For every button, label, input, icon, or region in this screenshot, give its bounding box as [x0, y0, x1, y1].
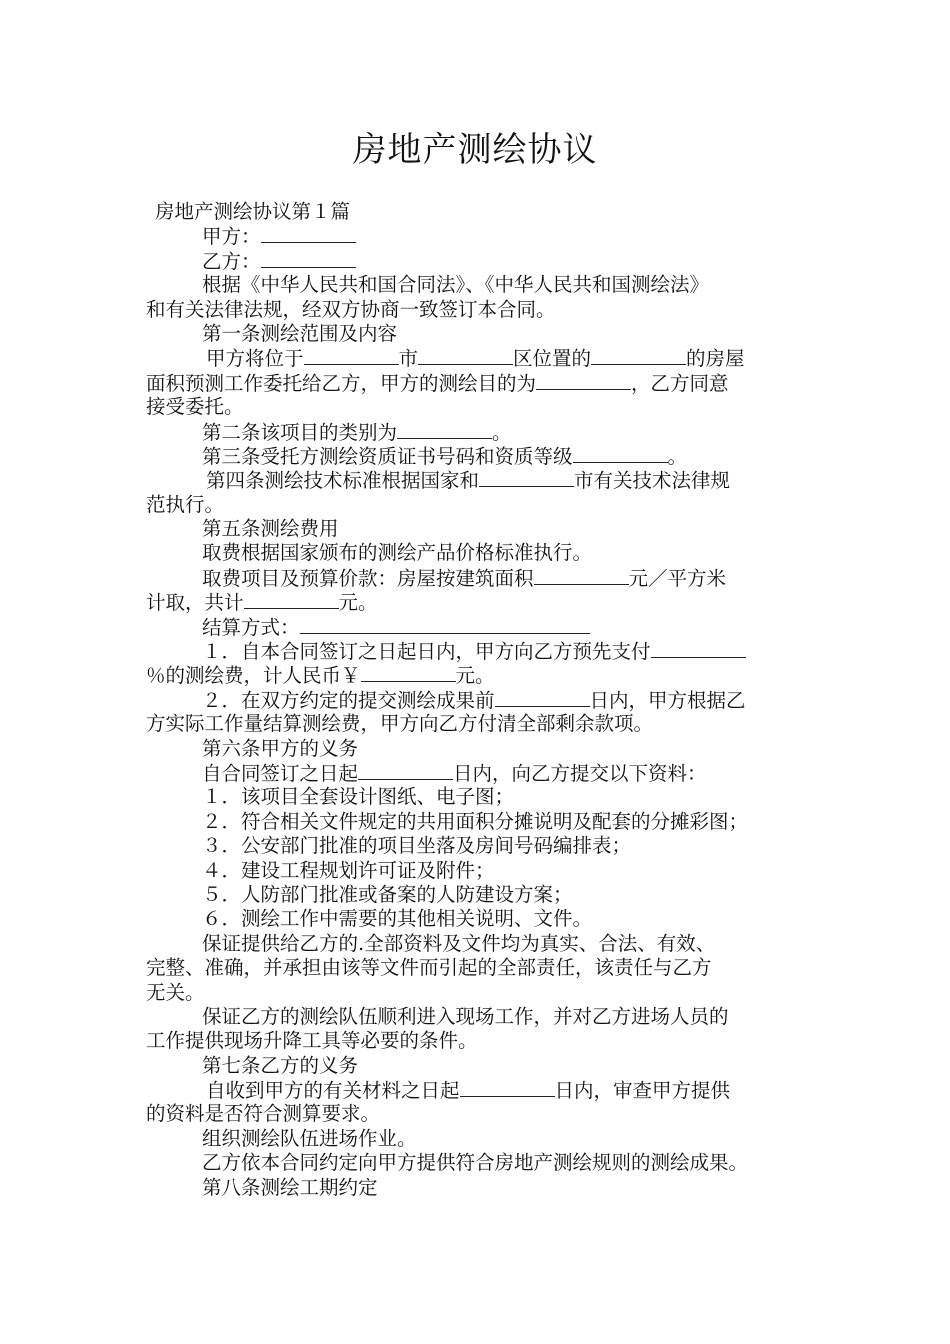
text-segment: 市有关技术法律规 — [574, 469, 731, 493]
text-segment: 第五条测绘费用 — [202, 517, 339, 541]
fill-in-blank — [358, 761, 453, 780]
text-line — [146, 493, 816, 517]
fill-in-blank — [495, 688, 590, 707]
text-segment: 面积预测工作委托给乙方，甲方的测绘目的为 — [146, 371, 537, 395]
text-segment: 取费根据国家颁布的测绘产品价格标准执行。 — [202, 541, 593, 565]
text-segment: 第八条测绘工期约定 — [202, 1175, 378, 1199]
text-segment: 元。 — [455, 664, 495, 688]
document-body — [146, 200, 816, 1200]
fill-in-blank — [460, 1078, 555, 1097]
text-line — [146, 1176, 816, 1200]
fill-in-blank — [361, 663, 456, 682]
text-line — [146, 249, 816, 273]
text-segment: 和有关法律法规，经双方协商一致签订本合同。 — [146, 297, 556, 321]
fill-in-blank — [261, 249, 356, 268]
text-line — [146, 956, 816, 980]
text-line — [146, 517, 816, 541]
text-segment: 第一条测绘范围及内容 — [202, 321, 398, 345]
text-segment: 日内，甲方根据乙 — [589, 688, 746, 712]
text-line — [146, 712, 816, 736]
text-segment: 乙方： — [202, 249, 261, 273]
text-line — [146, 737, 816, 761]
fill-in-blank — [261, 224, 356, 243]
text-line — [146, 639, 816, 663]
text-segment: 保证提供给乙方的.全部资料及文件均为真实、合法、有效、 — [202, 931, 716, 955]
text-line — [146, 322, 816, 346]
text-line — [146, 395, 816, 419]
text-segment: 接受委托。 — [146, 395, 244, 419]
text-line — [146, 981, 816, 1005]
text-line — [146, 663, 816, 687]
text-line — [146, 1005, 816, 1029]
text-segment: 第六条甲方的义务 — [202, 736, 359, 760]
text-segment: 日内，审查甲方提供 — [554, 1079, 731, 1103]
text-segment: ４．建设工程规划许可证及附件； — [202, 858, 495, 882]
text-segment: 区位置的 — [513, 347, 592, 371]
text-segment: ％的测绘费，计人民币￥ — [146, 664, 361, 688]
text-segment: ３．公安部门批准的项目坐落及房间号码编排表； — [202, 834, 632, 858]
text-segment: 第三条受托方测绘资质证书号码和资质等级 — [202, 444, 573, 468]
text-segment: ６．测绘工作中需要的其他相关说明、文件。 — [202, 907, 593, 931]
text-segment: 结算方式： — [202, 615, 300, 639]
fill-in-blank — [479, 468, 574, 487]
text-segment: 保证乙方的测绘队伍顺利进入现场工作，并对乙方进场人员的 — [202, 1004, 729, 1028]
text-line — [146, 883, 816, 907]
text-line — [146, 1029, 816, 1053]
text-segment: ５．人防部门批准或备案的人防建设方案； — [202, 882, 573, 906]
text-line — [146, 907, 816, 931]
text-line — [146, 346, 816, 370]
text-line — [146, 444, 816, 468]
text-segment: 第四条测绘技术标准根据国家和 — [206, 469, 480, 493]
text-line — [146, 224, 816, 248]
text-segment: 第七条乙方的义务 — [202, 1053, 359, 1077]
fill-in-blank — [573, 444, 668, 463]
text-line — [146, 615, 816, 639]
text-segment: 市 — [398, 347, 419, 371]
text-line — [146, 1151, 816, 1175]
text-line — [146, 420, 816, 444]
fill-in-blank — [418, 346, 513, 365]
text-segment: ２．在双方约定的提交测绘成果前 — [202, 688, 495, 712]
fill-in-blank — [534, 566, 629, 585]
text-line — [146, 541, 816, 565]
text-segment: 根据《中华人民共和国合同法》、《中华人民共和国测绘法》 — [202, 273, 710, 297]
text-segment: １．自本合同签订之日起日内，甲方向乙方预先支付 — [202, 640, 651, 664]
fill-in-blank — [304, 346, 399, 365]
text-segment: 的资料是否符合测算要求。 — [146, 1102, 381, 1126]
text-segment: 甲方： — [202, 225, 261, 249]
text-segment: 完整、准确，并承担由该等文件而引起的全部责任，该责任与乙方 — [146, 956, 712, 980]
text-segment: 元。 — [338, 591, 378, 615]
fill-in-blank — [591, 346, 686, 365]
text-line — [146, 932, 816, 956]
text-line — [146, 761, 816, 785]
document-title: 房地产测绘协议 — [352, 130, 598, 170]
text-segment: 组织测绘队伍进场作业。 — [202, 1126, 417, 1150]
text-line — [146, 298, 816, 322]
text-line — [146, 688, 816, 712]
text-segment: 无关。 — [146, 980, 205, 1004]
text-line — [146, 1078, 816, 1102]
text-segment: ２．符合相关文件规定的共用面积分摊说明及配套的分摊彩图； — [202, 809, 749, 833]
fill-in-blank — [244, 590, 339, 609]
text-line — [146, 566, 816, 590]
text-line — [146, 1127, 816, 1151]
text-segment: 房地产测绘协议第１篇 — [155, 200, 351, 223]
text-segment: 取费项目及预算价款：房屋按建筑面积 — [202, 566, 534, 590]
text-line — [146, 834, 816, 858]
text-line — [146, 273, 816, 297]
text-segment: 范执行。 — [146, 492, 225, 516]
text-segment: 方实际工作量结算测绘费，甲方向乙方付清全部剩余款项。 — [146, 712, 654, 736]
text-line — [146, 1102, 816, 1126]
text-line — [146, 810, 816, 834]
fill-in-blank — [651, 639, 746, 658]
text-segment: 。 — [667, 444, 688, 468]
text-line — [146, 200, 816, 224]
text-line — [146, 1054, 816, 1078]
text-line — [146, 859, 816, 883]
text-segment: １．该项目全套设计图纸、电子图； — [202, 785, 515, 809]
text-line — [146, 468, 816, 492]
text-segment: 。 — [492, 420, 512, 444]
text-line — [146, 371, 816, 395]
text-segment: ，乙方同意 — [631, 371, 729, 395]
fill-in-blank — [536, 371, 631, 390]
text-segment: 甲方将位于 — [206, 347, 304, 371]
text-segment: 自收到甲方的有关材料之日起 — [206, 1079, 460, 1103]
text-line — [146, 785, 816, 809]
text-segment: 自合同签订之日起 — [202, 761, 359, 785]
text-segment: 元／平方米 — [628, 566, 727, 590]
text-segment: 第二条该项目的类别为 — [202, 420, 398, 444]
text-line — [146, 590, 816, 614]
text-segment: 的房屋 — [686, 347, 745, 371]
fill-in-blank — [300, 615, 590, 634]
fill-in-blank — [397, 420, 492, 439]
text-segment: 日内，向乙方提交以下资料： — [453, 761, 707, 785]
text-segment: 工作提供现场升降工具等必要的条件。 — [146, 1029, 478, 1053]
text-segment: 乙方依本合同约定向甲方提供符合房地产测绘规则的测绘成果。 — [202, 1151, 749, 1175]
text-segment: 计取，共计 — [146, 591, 244, 615]
